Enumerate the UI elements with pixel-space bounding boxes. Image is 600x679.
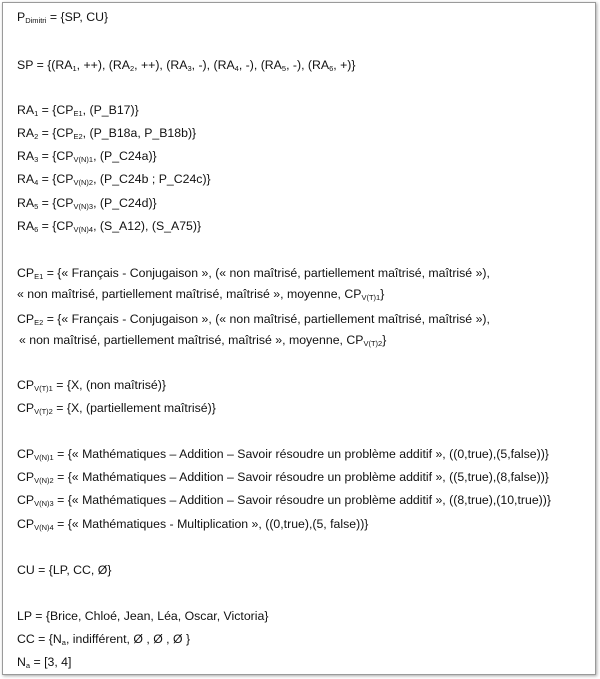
cpvn4-line: $CP_{V(N)4}$ = {« Mathématiques - Multiplication », ((0,true),(5, false))} — [17, 517, 369, 532]
ra3-line: $RA_3 = \{CP_{V(N)1}$, (P_C24a)} — [17, 149, 157, 164]
cpe2-line-2: « non maîtrisé, partiellement maîtrisé, maîtrisé », moyenne, $CP_{V(T)2}$} — [19, 333, 387, 348]
cpe1-line-1: $CP_{E1}$ = {« Français - Conjugaison », (« non maîtrisé, partiellement maîtrisé, maîtrisé »), — [17, 266, 490, 281]
cpvn3-line: $CP_{V(N)3}$ = {« Mathématiques – Addition – Savoir résoudre un problème additif », ((8,true),(10,true))} — [17, 493, 551, 508]
cc-line: CC = {$N_a$, indifférent, Ø , Ø , Ø } — [17, 632, 191, 647]
ra4-line: $RA_4 = \{CP_{V(N)2}$, (P_C24b ; P_C24c)} — [17, 172, 211, 187]
lp-line: LP = {Brice, Chloé, Jean, Léa, Oscar, Victoria} — [17, 609, 269, 623]
ra1-line: $RA_1 = \{CP_{E1}$, (P_B17)} — [17, 103, 139, 118]
document-frame — [2, 2, 596, 675]
ra5-line: $RA_5 = \{CP_{V(N)3}$, (P_C24d)} — [17, 196, 157, 211]
cpvt2-line: $CP_{V(T)2} = \{X$, (partiellement maîtrisé)} — [17, 401, 216, 416]
cu-line: CU = {LP, CC, Ø} — [17, 563, 112, 577]
cpvt1-line: $CP_{V(T)1} = \{X$, (non maîtrisé)} — [17, 378, 166, 393]
cpvn2-line: $CP_{V(N)2}$ = {« Mathématiques – Addition – Savoir résoudre un problème additif », ((5,true),(8,false))} — [17, 470, 549, 485]
cpe2-line-1: $CP_{E2}$ = {« Français - Conjugaison », (« non maîtrisé, partiellement maîtrisé, maîtrisé »), — [17, 312, 490, 327]
ra2-line: $RA_2 = \{CP_{E2}$, (P_B18a, P_B18b)} — [17, 126, 197, 141]
cpe1-line-2: « non maîtrisé, partiellement maîtrisé, maîtrisé », moyenne, $CP_{V(T)1}$} — [17, 287, 385, 302]
ra6-line: $RA_6 = \{CP_{V(N)4}$, (S_A12), (S_A75)} — [17, 219, 202, 234]
na-line: $N_a = [3$, 4] — [17, 655, 72, 670]
sp-line: SP = {($RA_1$, ++), ($RA_2$, ++), ($RA_3$, -), ($RA_4$, -), ($RA_5$, -), ($RA_6$, +)} — [17, 58, 356, 73]
cpvn1-line: $CP_{V(N)1}$ = {« Mathématiques – Addition – Savoir résoudre un problème additif », ((0,true),(5,false))} — [17, 447, 549, 462]
p-dimitri-line: $P_{Dimitri} = \{SP$, CU} — [17, 10, 109, 25]
